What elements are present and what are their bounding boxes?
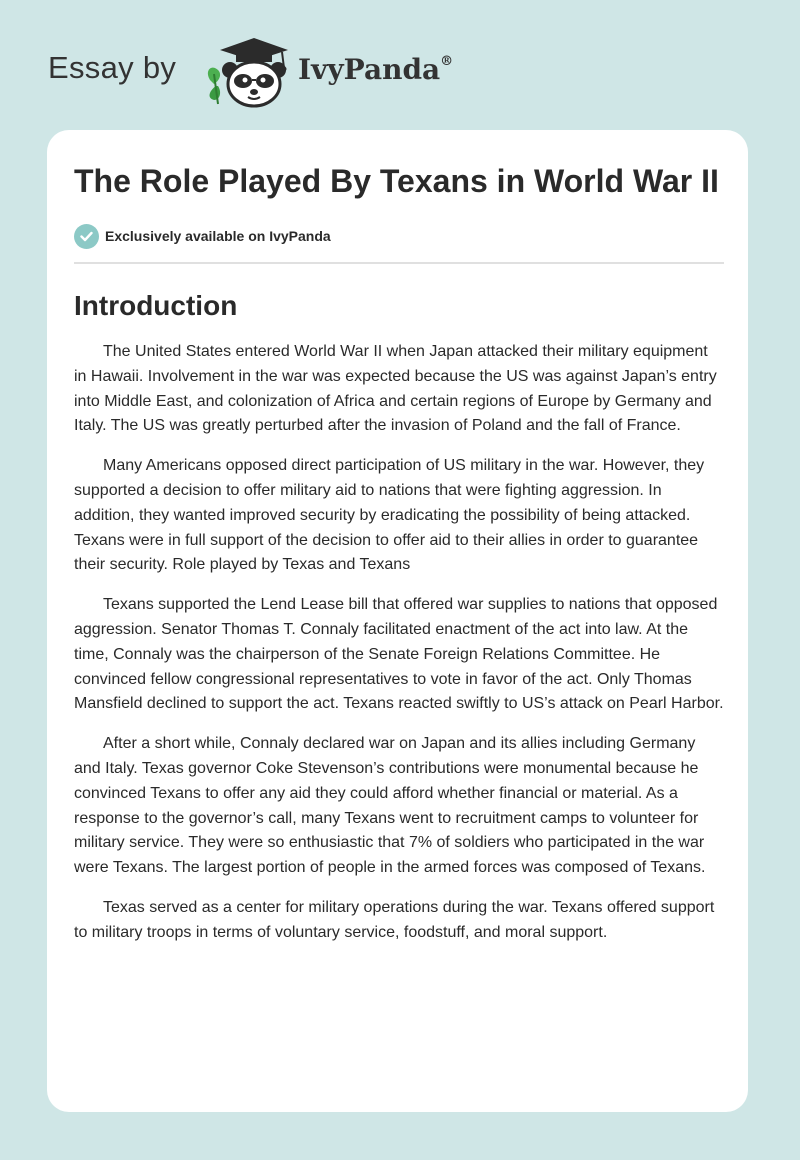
- section-heading: Introduction: [74, 290, 238, 321]
- essay-card: [47, 130, 748, 1112]
- exclusive-badge: [74, 222, 724, 250]
- paragraph: Texans supported the Lend Lease bill that offered war supplies to nations that opposed aggression. Senator Thomas T. Connaly facilitated enactment of the act into law. At the time, Connaly was the chairperson of the Senate Foreign Relations Committee. He convinced fellow congressional representatives to vote in favor of the act. Only Thomas Mansfield declined to support the act. Texans reacted swiftly to US’s attack on Pearl Harbor.: [74, 596, 724, 713]
- essay-content: [74, 160, 724, 946]
- divider: [74, 262, 724, 264]
- site-header: [48, 34, 548, 110]
- page-title: The Role Played By Texans in World War II: [74, 163, 719, 199]
- essay-by-label: Essay by: [48, 50, 177, 85]
- paragraph: After a short while, Connaly declared war on Japan and its allies including Germany and Italy. Texas governor Coke Stevenson’s contributions were monumental because he convinced Texans to offer any aid they could afford whether financial or material. As a response to the governor’s call, many Texans went to recruitment camps to volunteer for military service. They were so enthusiastic that 7% of soldiers who participated in the war were Texans. The largest portion of people in the armed forces was composed of Texans.: [74, 735, 706, 877]
- panda-graduate-icon[interactable]: [202, 34, 294, 110]
- check-circle-icon: [74, 224, 99, 249]
- brand-name[interactable]: [298, 53, 453, 86]
- trademark-symbol: ®: [440, 53, 454, 69]
- paragraph: Many Americans opposed direct participation of US military in the war. However, they supported a decision to offer military aid to nations that were fighting aggression. In addition, they wanted improved security by eradicating the possibility of being attacked. Texans were in full support of the decision to offer aid to their allies in order to guarantee their security. Role played by Texas and Texans: [74, 457, 705, 574]
- paragraph: Texas served as a center for military operations during the war. Texans offered support to military troops in terms of voluntary service, foodstuff, and moral support.: [74, 898, 715, 941]
- brand-text: IvyPanda: [298, 53, 441, 86]
- leaf-icon: [208, 68, 220, 104]
- badge-text: Exclusively available on IvyPanda: [105, 228, 331, 244]
- paragraph: The United States entered World War II when Japan attacked their military equipment in Hawaii. Involvement in the war was expected because the US was against Japan’s entry into Middle East, and colonization of Africa and certain regions of Europe by Germany and Italy. The US was greatly perturbed after the invasion of Poland and the fall of France.: [74, 343, 717, 435]
